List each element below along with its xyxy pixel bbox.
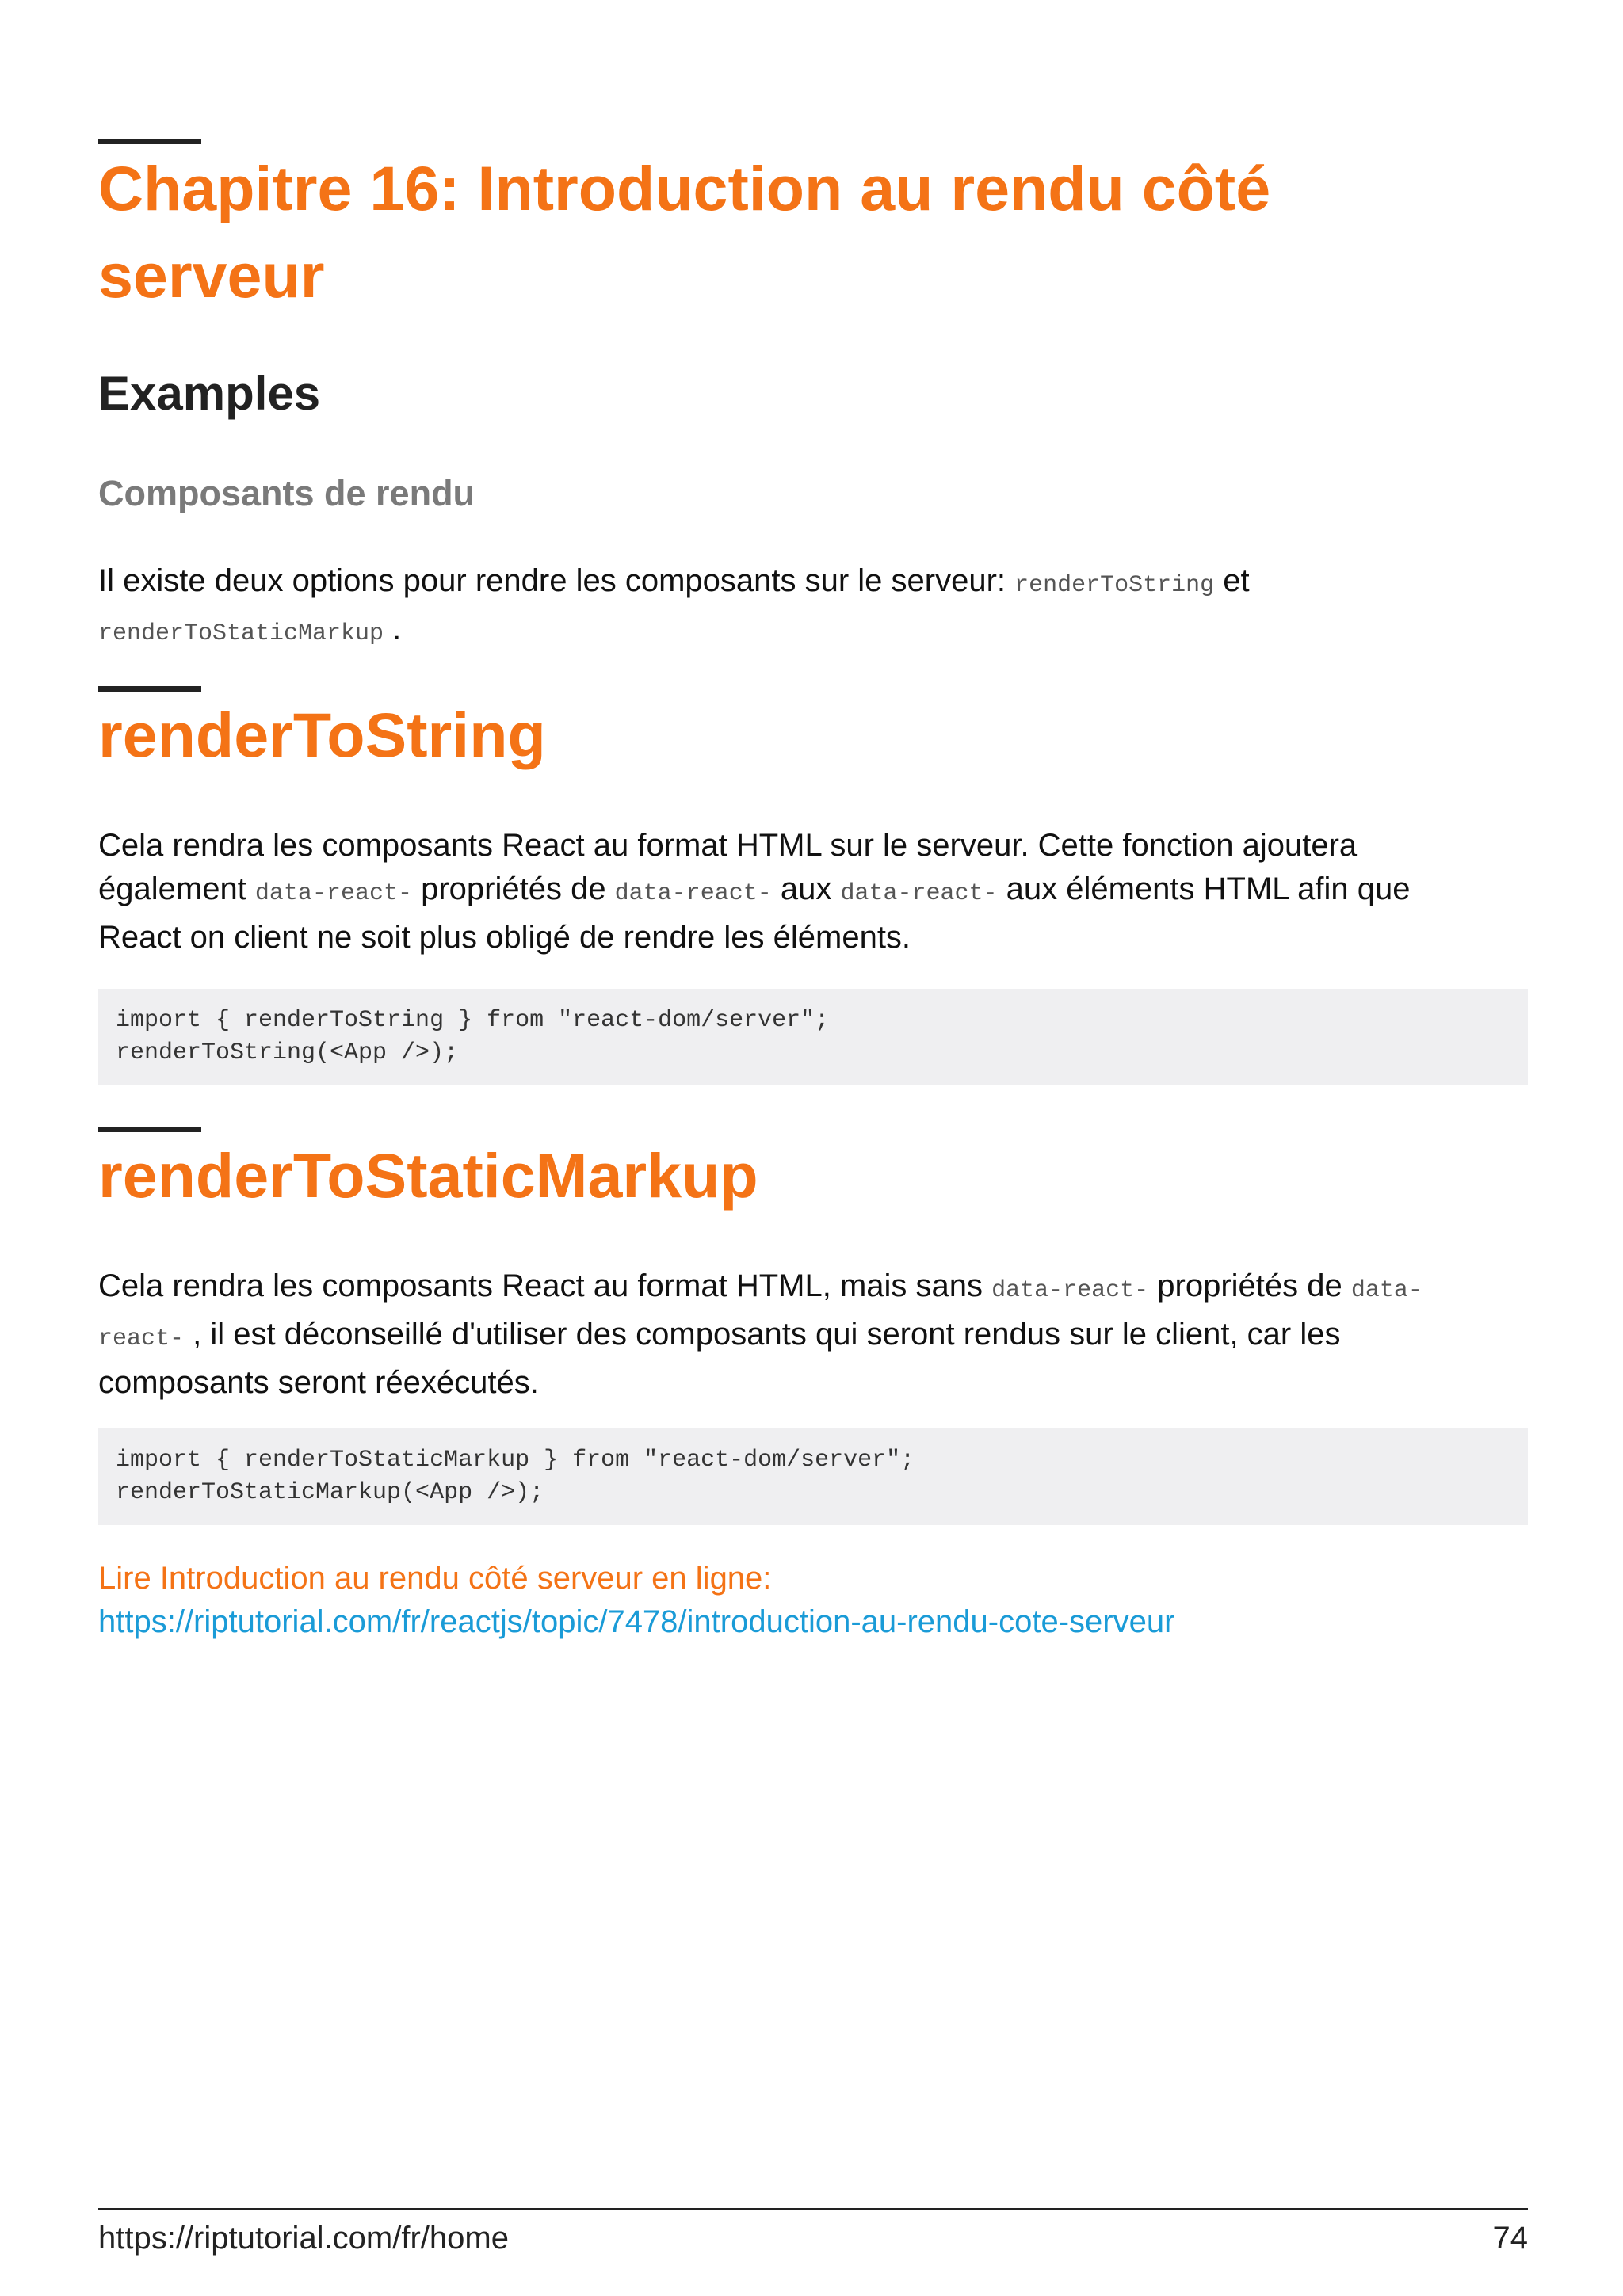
chapter-title-rule [98, 139, 201, 144]
section1-code2: data-react- [614, 880, 772, 907]
footer-rule [98, 2208, 1528, 2210]
read-online-label: Lire Introduction au rendu côté serveur en ligne: [98, 1561, 772, 1596]
section1-text-b4: aux éléments HTML afin que [997, 871, 1411, 906]
section2-text-a1: Cela rendra les composants React au format HTML, mais sans [98, 1268, 992, 1303]
chapter-title-line2: serveur [98, 240, 325, 311]
section2-code2a: data- [1350, 1277, 1423, 1304]
section2-title: renderToStaticMarkup [98, 1140, 758, 1211]
section2-rule [98, 1127, 201, 1132]
section2-text-c: composants seront réexécutés. [98, 1365, 539, 1400]
section1-code-line1: import { renderToString } from "react-dom/server"; [116, 1007, 830, 1034]
section1-title: renderToString [98, 700, 546, 770]
section1-code-line2: renderToString(<App />); [116, 1039, 459, 1066]
section1-text-b3: aux [771, 871, 841, 906]
footer-url: https://riptutorial.com/fr/home [98, 2221, 509, 2256]
section2-code-block [98, 1428, 1528, 1525]
section1-rule [98, 686, 201, 692]
page-number: 74 [1492, 2221, 1528, 2256]
section1-code-block [98, 989, 1528, 1085]
section2-code-line2: renderToStaticMarkup(<App />); [116, 1479, 544, 1506]
examples-heading: Examples [98, 367, 321, 420]
intro-between: et [1214, 563, 1250, 598]
intro-text: Il existe deux options pour rendre les composants sur le serveur: [98, 563, 1015, 598]
section1-paragraph [98, 824, 1528, 959]
intro-code-rendertostaticmarkup: renderToStaticMarkup [98, 620, 384, 647]
section1-text-c: React on client ne soit plus obligé de rendre les éléments. [98, 920, 911, 955]
section2-code2b: react- [98, 1325, 185, 1352]
intro-paragraph [98, 559, 1528, 656]
section2-text-b: , il est déconseillé d'utiliser des composants qui seront rendus sur le client, car les [184, 1317, 1341, 1352]
section1-text-b1: également [98, 871, 255, 906]
sub-heading: Composants de rendu [98, 473, 475, 513]
read-online [98, 1557, 1528, 1644]
intro-code-rendertostring: renderToString [1014, 572, 1215, 599]
intro-end: . [384, 612, 402, 646]
section2-code1: data-react- [991, 1277, 1149, 1304]
chapter-title [98, 145, 1270, 319]
section2-text-a2: propriétés de [1148, 1268, 1351, 1303]
section1-text-a: Cela rendra les composants React au format HTML sur le serveur. Cette fonction ajoutera [98, 828, 1358, 863]
section2-code-line1: import { renderToStaticMarkup } from "react-dom/server"; [116, 1447, 915, 1474]
section2-paragraph [98, 1264, 1528, 1405]
section1-code3: data-react- [840, 880, 998, 907]
read-online-link[interactable]: https://riptutorial.com/fr/reactjs/topic/7478/introduction-au-rendu-cote-serveur [98, 1604, 1175, 1639]
section1-text-b2: propriétés de [411, 871, 615, 906]
chapter-title-line1: Chapitre 16: Introduction au rendu côté [98, 153, 1271, 223]
section1-code1: data-react- [254, 880, 412, 907]
